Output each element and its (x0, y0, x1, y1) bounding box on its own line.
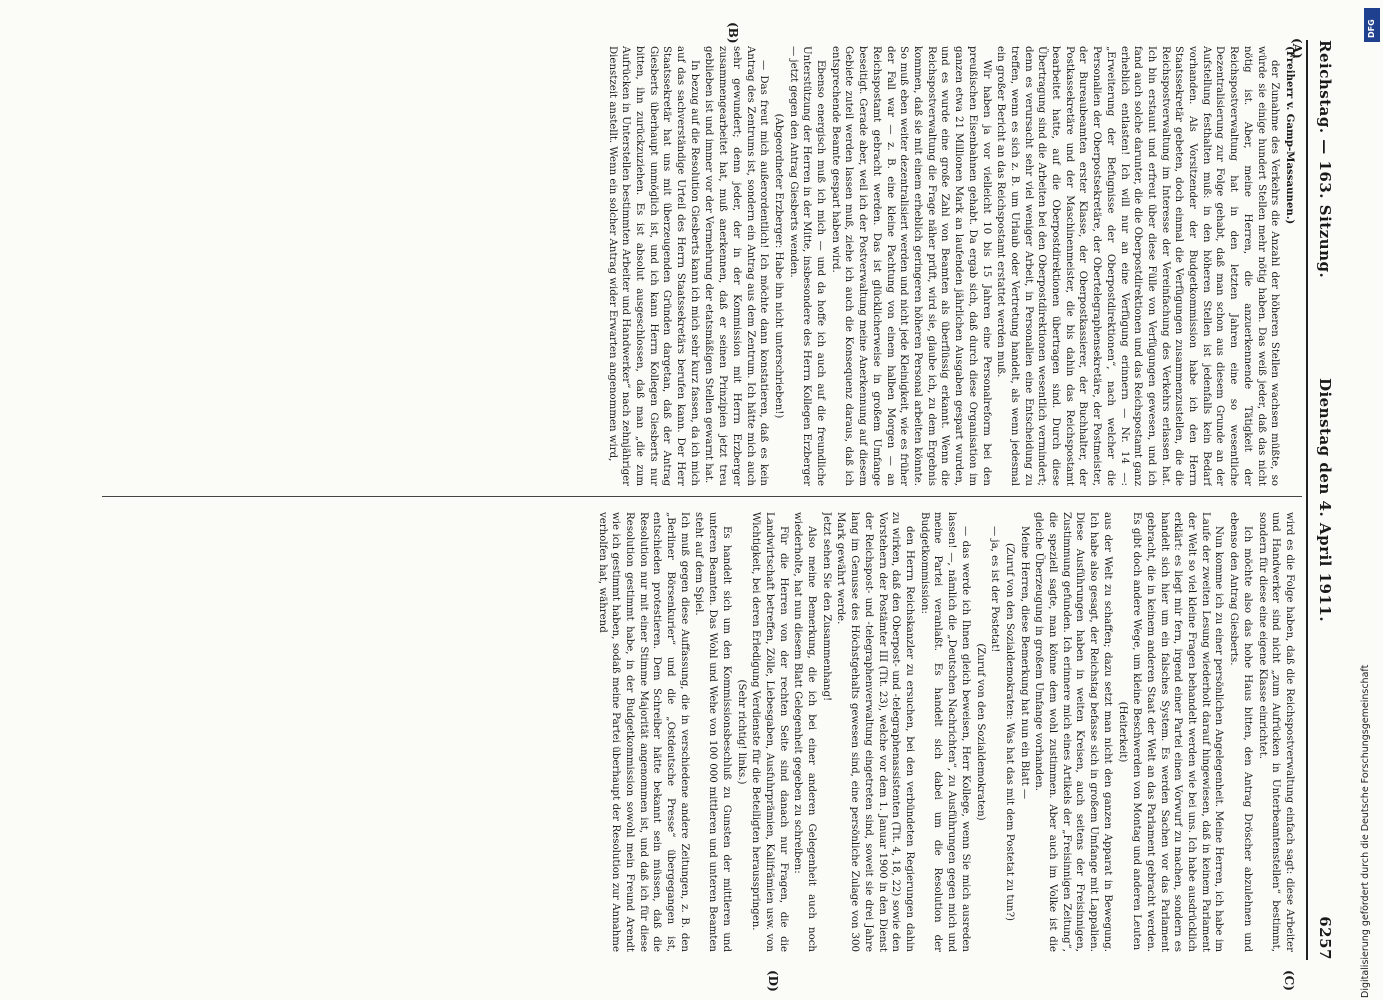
paragraph: Es handelt sich um den Kommissionsbeschluß zu Gunsten der mittleren und unteren Beamten. Das Wohl und Wehe von 100 000 mittleren und unteren Beamten steht auf dem Spiel. (693, 512, 732, 952)
paragraph: der Zunahme des Verkehrs die Anzahl der höheren Stellen wachsen müßte, so würde sie einige hundert Stellen mehr nötig haben. Das weiß jeder, daß das nicht nötig ist. Aber, meine Herren, die anzuerkennende Tätigkeit der Reichspostverwaltung hat in den letzten Jahren eine so wesentliche Dezentralisierung zur Folge gehabt, daß man schon aus diesem Grunde an der Aufstellung festhalten muß: in den höheren Stellen ist jedenfalls kein Bedarf vorhanden. Als Vorsitzender der Budgetkommission habe ich den Herrn Staatssekretär gebeten, doch einmal die Verfügungen zusammenzustellen, die die Reichspostverwaltung im Interesse der Vereinfachung des Verkehrs erlassen hat. Ich bin erstaunt und erfreut über diese Fülle von Verfügungen gewesen, und ich fand auch solche darunter, die die Oberpostdirektionen und das Reichspostamt ganz erheblich entlasten! Ich will nur an eine Verfügung erinnern — Nr. 14 —: „Erweiterung der Befugnisse der Oberpostdirektionen“, nach welcher die Personalien der Oberpostsekretäre, der Obertelegraphensekretäre, der Postmeister, der Bureaubeamten erster Klasse, der Oberpostkassierer, der Buchhalter, der Postkassekretäre und der Maschinenmeister, die bis dahin das Reichspostamt bearbeitet hatte, auf die Oberpostdirektionen übertragen sind. Durch diese Übertragung sind die Arbeiten bei den Oberpostdirektionen wesentlich vermindert; denn es verursacht sehr viel weniger Arbeit, in Personalien eine Entscheidung zu treffen, wenn es sich z. B. um Urlaub oder Vertretung handelt, als wenn jedesmal ein großer Bericht an das Reichspostamt erstattet werden muß. (995, 46, 1281, 486)
paragraph: (Abgeordneter Erzberger: Habe ihn nicht unterschrieben!) (772, 113, 784, 419)
paragraph: Also meine Bemerkung, die ich bei einer anderen Gelegenheit auch noch wiederholte, hat nun diesem Blatt Gelegenheit gegeben zu schreiben: (792, 512, 818, 952)
margin-letter-a: (A) (1290, 38, 1304, 59)
margin-letter-d: (D) (766, 970, 780, 992)
paragraph: (Freiherr v. Gamp-Massaunen.) (1284, 46, 1296, 225)
dfg-logo (1364, 8, 1380, 42)
paragraph: In bezug auf die Resolution Giesberts kann ich mich sehr kurz fassen, da ich mich auf das sachverständige Urteil des Herrn Staatssekretärs berufen kann. Der Herr Staatssekretär hat uns mit überzeugenden Gründen dargetan, daß der Antrag Giesberts überhaupt unmöglich ist, und ich kann Herrn Kollegen Giesberts nur bitten, ihn zurückzuziehen. Es ist absolut ausgeschlossen, daß man „die zum Aufrücken in Unterstellen bestimmten Arbeiter und Handwerker“ nach zehnjähriger Dienstzeit anstellt. Wenn ein solcher Antrag wider Erwarten angenommen wird, (606, 46, 700, 486)
digitization-stamp-text: Digitalisierung gefördert durch die Deutsche Forschungsgemeinschaft (1360, 664, 1371, 998)
header-center: Dienstag den 4. April 1911. (1316, 377, 1334, 623)
digitization-stamp (1358, 8, 1380, 998)
margin-letter-c: (C) (1282, 970, 1296, 991)
rotated-page-content (90, 22, 1340, 992)
paragraph: — ja, es ist der Postetat! (989, 526, 1001, 653)
paragraph: (Zuruf von den Sozialdemokraten) (974, 643, 986, 821)
paragraph: (Zuruf von den Sozialdemokraten: Was hat das mit dem Postetat zu tun?) (1003, 542, 1015, 922)
paragraph: — das werde ich Ihnen gleich beweisen, Herr Kollege, wenn Sie mich ausreden lassen! —, nämlich die „Deutschen Nachrichten“, zu Ausführungen gegen mich und meine Partei veranlaßt. Es handelt sich dabei um die Resolution der Budgetkommission: (918, 512, 971, 952)
margin-letter-b: (B) (726, 22, 740, 44)
paragraph: (Heiterkeit) (1116, 701, 1128, 763)
paragraph: Wir haben ja vor vielleicht 10 bis 15 Jahren eine Personalreform bei den preußischen Eisenbahnen gehabt. Da ergab sich, daß durch diese Organisation im ganzen etwa 21 Millionen Mark an laufenden jährlichen Ausgaben gespart wurden, und es wurde eine große Zahl von Beamten als überflüssig erkannt. Wenn die Reichspostverwaltung die Frage näher prüft, wird sie, glaube ich, zu dem Ergebnis kommen, daß sie mit einem erheblich geringeren höheren Personal arbeiten könnte. So muß eben weiter dezentralisiert werden und nicht jede Kleinigkeit, wie es früher der Fall war — z. B. eine kleine Pachtung von einem halben Morgen — an Reichspostamt gebracht werden. Das ist glücklicherweise in großem Umfange beseitigt. Gerade aber, weil ich der Postverwaltung meine Anerkennung auf diesem Gebiete zuteil werden lassen muß, ziehe ich auch die Konsequenz daraus, daß ich entsprechende Beamte gespart haben wird. (829, 46, 992, 486)
header-rule (1306, 40, 1308, 960)
paragraph: wird es die Folge haben, daß die Reichspostverwaltung einfach sagt: diese Arbeiter und Handwerker sind nicht „zum Aufrücken in Unterbeamtenstellen“ bestimmt, sondern für diese eine eigene Klasse einrichtet. (1256, 512, 1295, 952)
right-column (116, 512, 1296, 952)
column-divider (102, 496, 1302, 497)
paragraph: den Herrn Reichskanzler zu ersuchen, bei den verbündeten Regierungen dahin zu wirken, daß den Oberpost- und -telegraphenassistenten (Tit. 4, 18, 22) sowie den Vorstehern der Postämter III (Tit. 23), welche vor dem 1. Januar 1900 in den Dienst der Reichspost- und -telegraphenverwaltung eingetreten sind, soweit sie drei Jahre lang im Genusse des Höchstgehalts gewesen sind, eine persönliche Zulage von 300 Mark gewährt werde. (835, 512, 916, 952)
paragraph: — Das freut mich außerordentlich! Ich möchte dann konstatieren, daß es kein Antrag des Zentrums ist, sondern ein Antrag aus dem Zentrum. Ich hätte mich auch sehr gewundert; denn jeder, der in der Kommission mit Herrn Erzberger zusammengearbeitet hat, muß anerkennen, daß er seinen Prinzipien jetzt treu geblieben ist und immer vor der Vermehrung der etatsmäßigen Stellen gewarnt hat. (703, 46, 770, 486)
paragraph: (Sehr richtig! links.) (735, 679, 747, 785)
paragraph: aus der Welt zu schaffen; dazu setzt man nicht den ganzen Apparat in Bewegung. Ich habe also gesagt, der Reichstag befasse sich in großem Umfange mit Lappalien. Diese Ausführungen haben in weiten Kreisen, auch seitens der Freisinnigen, Zustimmung gefunden. Ich erinnere mich eines Artikels der „Freisinnigen Zeitung“, die speziell sagte, man könne dem wohl zustimmen. Aber auch im Volke ist die gleiche Überzeugung in großem Umfange vorhanden. (1033, 512, 1113, 952)
page-header (1306, 40, 1340, 960)
dfg-logo-text: DFG (1367, 19, 1376, 38)
paragraph: Jetzt sehen Sie den Zusammenhang! (820, 512, 832, 702)
paragraph: Für die Herren von der rechten Seite sind danach nur Fragen, die die Landwirtschaft betreffen, Zölle, Liebesgaben, Ausfuhrprämien, Kalifrämien usw. von Wichtigkeit, bei deren Erledigung Verdienste für die Beteiligten herausspringen. (750, 512, 789, 952)
paragraph: Ich möchte also das hohe Haus bitten, den Antrag Dröscher abzulehnen und ebenso den Antrag Giesberts. (1228, 512, 1253, 952)
page-number: 6257 (1316, 916, 1334, 960)
left-column (116, 46, 1296, 486)
paragraph: Ich muß gegen diese Auffassung, die in verschiedene andere Zeitungen, z. B. den „Berliner Börsenkurier“ und die „Ostdeutsche Presse“ übergegangen ist, entschieden protestieren. Dem Schreiber hätte bekannt sein müssen, daß die Resolution nur mit einer Stimme Majorität angenommen ist, und daß ich für diese Resolution gestimmt habe, in der Budgetkommission sowohl mein Freund Arendt wie ich gestimmt haben, sodaß meine Partei überhaupt der Resolution zur Annahme verholfen hat, während (596, 512, 690, 952)
paragraph: Ebenso energisch muß ich mich — und da hoffe ich auch auf die freundliche Unterstützung der Herren in der Mitte, insbesondere des Herrn Kollegen Erzberger — jetzt gegen den Antrag Giesberts wenden. (787, 46, 827, 486)
paragraph: Meine Herren, diese Bemerkung hat nun ein Blatt — (1018, 526, 1030, 800)
paragraph: Nun komme ich zu einer persönlichen Angelegenheit. Meine Herren, ich habe im Laufe der zweiten Lesung wiederholt darauf hingewiesen, daß in keinem Parlament der Welt so viel kleine Fragen behandelt werden wie bei uns. Ich habe ausdrücklich erklärt: es liegt mir fern, irgend einer Partei einen Vorwurf zu machen, sondern es handelt sich hier um ein falsches System. Es werden Sachen vor das Parlament gebracht, die in keinem anderen Staat der Welt an das Parlament gebracht werden. Es gibt doch andere Wege, um kleine Beschwerden von Montag und anderen Leuten (1131, 512, 1225, 952)
header-left: Reichstag. — 163. Sitzung. (1316, 40, 1334, 279)
